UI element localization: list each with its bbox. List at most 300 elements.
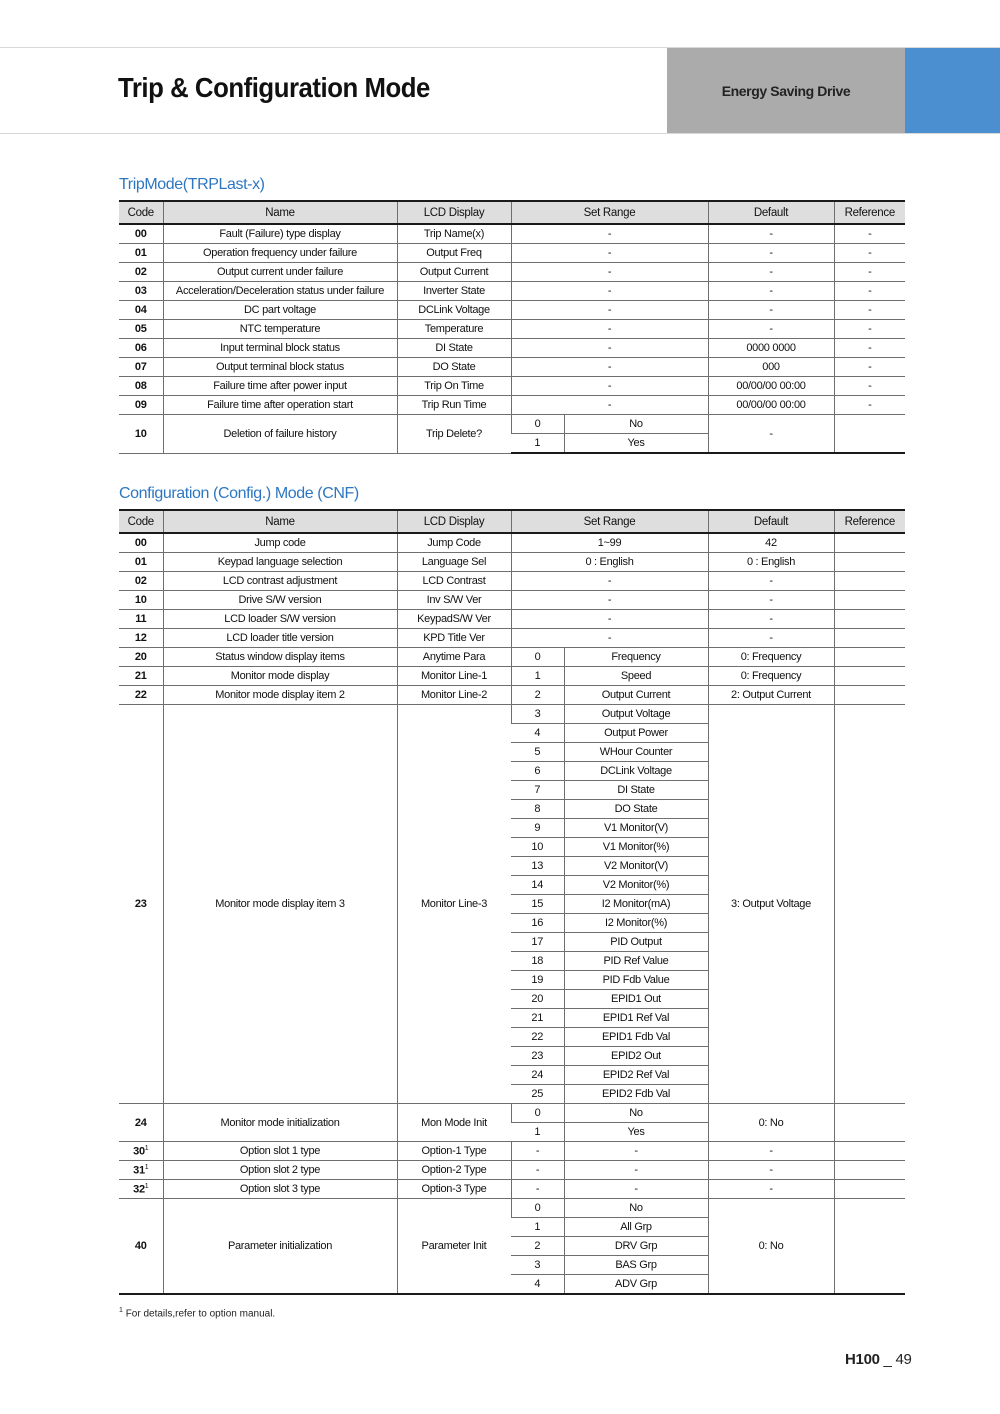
lcd-display-cell: Jump Code xyxy=(397,533,511,553)
name-cell: Option slot 2 type xyxy=(163,1161,397,1180)
table-row xyxy=(119,282,905,301)
option-label-cell: PID Ref Value xyxy=(564,952,708,971)
code-cell xyxy=(119,396,163,415)
code-cell xyxy=(119,629,163,648)
lcd-display-cell: LCD Contrast xyxy=(397,572,511,591)
reference-cell xyxy=(834,1104,905,1142)
option-label-cell: - xyxy=(564,1161,708,1180)
option-label-cell: Output Current xyxy=(564,686,708,705)
option-label-cell: DCLink Voltage xyxy=(564,762,708,781)
set-range-cell: - xyxy=(511,629,708,648)
code-cell xyxy=(119,1199,163,1295)
code-cell xyxy=(119,553,163,572)
lcd-display-cell: Option-1 Type xyxy=(397,1142,511,1161)
code-cell xyxy=(119,377,163,396)
code-value: 08 xyxy=(134,380,147,392)
reference-cell xyxy=(834,1180,905,1199)
name-cell: LCD loader S/W version xyxy=(163,610,397,629)
default-cell: - xyxy=(708,1161,834,1180)
table-row xyxy=(119,705,905,724)
reference-cell xyxy=(834,572,905,591)
reference-cell: - xyxy=(834,301,905,320)
lcd-display-cell: Temperature xyxy=(397,320,511,339)
lcd-display-cell: Output Freq xyxy=(397,244,511,263)
code-cell xyxy=(119,339,163,358)
option-number-cell: 7 xyxy=(511,781,564,800)
code-value: 09 xyxy=(134,399,147,411)
footnote-marker: 1 xyxy=(144,1144,149,1152)
lcd-display-cell: Output Current xyxy=(397,263,511,282)
lcd-display-cell: Inverter State xyxy=(397,282,511,301)
table-row xyxy=(119,339,905,358)
reference-cell: - xyxy=(834,244,905,263)
option-label-cell: Output Power xyxy=(564,724,708,743)
code-cell xyxy=(119,610,163,629)
lcd-display-cell: Monitor Line-2 xyxy=(397,686,511,705)
col-reference-header: Reference xyxy=(834,510,905,533)
option-number-cell: 21 xyxy=(511,1009,564,1028)
option-label-cell: V1 Monitor(V) xyxy=(564,819,708,838)
reference-cell xyxy=(834,1142,905,1161)
code-cell xyxy=(119,533,163,553)
set-range-cell: - xyxy=(511,282,708,301)
reference-cell xyxy=(834,1199,905,1295)
table-row xyxy=(119,415,905,434)
page-number-value: 49 xyxy=(895,1351,912,1368)
default-cell: 00/00/00 00:00 xyxy=(708,396,834,415)
name-cell: NTC temperature xyxy=(163,320,397,339)
table-row xyxy=(119,301,905,320)
default-cell: - xyxy=(708,610,834,629)
reference-cell: - xyxy=(834,358,905,377)
col-range-header: Set Range xyxy=(511,201,708,224)
set-range-cell: - xyxy=(511,244,708,263)
option-label-cell: DI State xyxy=(564,781,708,800)
code-cell xyxy=(119,301,163,320)
reference-cell xyxy=(834,648,905,667)
set-range-cell: 1~99 xyxy=(511,533,708,553)
set-range-cell: - xyxy=(511,224,708,244)
footnote-marker: 1 xyxy=(144,1163,149,1171)
default-cell: - xyxy=(708,320,834,339)
table-row xyxy=(119,629,905,648)
footnote-marker: 1 xyxy=(144,1182,149,1190)
option-number-cell: 23 xyxy=(511,1047,564,1066)
option-label-cell: V1 Monitor(%) xyxy=(564,838,708,857)
model-name: H100 xyxy=(845,1351,880,1368)
lcd-display-cell: Monitor Line-1 xyxy=(397,667,511,686)
code-value: 24 xyxy=(134,1116,147,1129)
option-label-cell: EPID2 Ref Val xyxy=(564,1066,708,1085)
option-label-cell: - xyxy=(564,1142,708,1161)
set-range-cell: - xyxy=(511,358,708,377)
option-label-cell: No xyxy=(564,1199,708,1218)
code-value: 22 xyxy=(134,689,147,701)
name-cell: Fault (Failure) type display xyxy=(163,224,397,244)
option-number-cell: 20 xyxy=(511,990,564,1009)
option-number-cell: 1 xyxy=(511,1123,564,1142)
code-value: 20 xyxy=(134,651,147,663)
option-label-cell: Frequency xyxy=(564,648,708,667)
option-label-cell: I2 Monitor(%) xyxy=(564,914,708,933)
code-value: 06 xyxy=(134,342,147,354)
table-row xyxy=(119,263,905,282)
default-cell: - xyxy=(708,224,834,244)
option-label-cell: EPID2 Fdb Val xyxy=(564,1085,708,1104)
option-number-cell: 5 xyxy=(511,743,564,762)
code-value: 02 xyxy=(134,266,147,278)
lcd-display-cell: KeypadS/W Ver xyxy=(397,610,511,629)
option-number-cell: - xyxy=(511,1180,564,1199)
col-code-header: Code xyxy=(119,510,163,533)
name-cell: Output current under failure xyxy=(163,263,397,282)
code-value: 04 xyxy=(134,304,147,316)
product-label-box xyxy=(667,48,905,133)
table-row xyxy=(119,572,905,591)
code-value: 07 xyxy=(134,361,147,373)
code-value: 03 xyxy=(134,285,147,297)
code-cell xyxy=(119,572,163,591)
name-cell: Operation frequency under failure xyxy=(163,244,397,263)
code-value: 23 xyxy=(134,898,147,910)
lcd-display-cell: DCLink Voltage xyxy=(397,301,511,320)
code-value: 11 xyxy=(135,613,147,625)
code-value: 10 xyxy=(134,594,147,606)
default-cell: - xyxy=(708,244,834,263)
table-row xyxy=(119,358,905,377)
code-cell xyxy=(119,1142,163,1161)
option-number-cell: 0 xyxy=(511,1104,564,1123)
option-label-cell: EPID1 Fdb Val xyxy=(564,1028,708,1047)
default-cell: - xyxy=(708,301,834,320)
default-cell: - xyxy=(708,1180,834,1199)
option-label-cell: DO State xyxy=(564,800,708,819)
lcd-display-cell: Option-3 Type xyxy=(397,1180,511,1199)
reference-cell: - xyxy=(834,263,905,282)
default-cell: 0: Frequency xyxy=(708,648,834,667)
option-label-cell: EPID1 Out xyxy=(564,990,708,1009)
lcd-display-cell: Option-2 Type xyxy=(397,1161,511,1180)
lcd-display-cell: Trip Delete? xyxy=(397,415,511,454)
default-cell: - xyxy=(708,591,834,610)
lcd-display-cell: DO State xyxy=(397,358,511,377)
option-label-cell: Speed xyxy=(564,667,708,686)
option-label-cell: No xyxy=(564,1104,708,1123)
code-cell xyxy=(119,591,163,610)
table-row xyxy=(119,377,905,396)
option-label-cell: All Grp xyxy=(564,1218,708,1237)
reference-cell xyxy=(834,1161,905,1180)
option-number-cell: 19 xyxy=(511,971,564,990)
table-row xyxy=(119,553,905,572)
code-value: 05 xyxy=(134,323,147,335)
reference-cell xyxy=(834,705,905,1104)
code-cell xyxy=(119,648,163,667)
col-lcd-header: LCD Display xyxy=(397,201,511,224)
table-row xyxy=(119,610,905,629)
set-range-cell: - xyxy=(511,377,708,396)
col-code-header: Code xyxy=(119,201,163,224)
option-label-cell: V2 Monitor(%) xyxy=(564,876,708,895)
table-row xyxy=(119,224,905,244)
page-title: Trip & Configuration Mode xyxy=(118,72,430,103)
option-number-cell: 10 xyxy=(511,838,564,857)
reference-cell xyxy=(834,415,905,454)
code-value: 02 xyxy=(134,575,147,587)
option-label-cell: No xyxy=(564,415,708,434)
set-range-cell: - xyxy=(511,263,708,282)
code-cell xyxy=(119,263,163,282)
code-cell xyxy=(119,1104,163,1142)
option-number-cell: 6 xyxy=(511,762,564,781)
lcd-display-cell: Trip Name(x) xyxy=(397,224,511,244)
name-cell: Option slot 3 type xyxy=(163,1180,397,1199)
set-range-cell: - xyxy=(511,396,708,415)
table-row xyxy=(119,320,905,339)
col-default-header: Default xyxy=(708,201,834,224)
name-cell: DC part voltage xyxy=(163,301,397,320)
reference-cell: - xyxy=(834,377,905,396)
set-range-cell: - xyxy=(511,301,708,320)
lcd-display-cell: Mon Mode Init xyxy=(397,1104,511,1142)
code-value: 32 xyxy=(133,1183,145,1196)
option-number-cell: 3 xyxy=(511,1256,564,1275)
option-label-cell: PID Output xyxy=(564,933,708,952)
default-cell: - xyxy=(708,1142,834,1161)
default-cell: - xyxy=(708,263,834,282)
table-header-row xyxy=(119,201,905,224)
reference-cell xyxy=(834,591,905,610)
footnote-text: For details,refer to option manual. xyxy=(125,1308,276,1320)
code-value: 10 xyxy=(134,427,147,440)
reference-cell xyxy=(834,629,905,648)
table-row xyxy=(119,1142,905,1161)
name-cell: Output terminal block status xyxy=(163,358,397,377)
option-number-cell: 14 xyxy=(511,876,564,895)
code-cell xyxy=(119,358,163,377)
code-cell xyxy=(119,1161,163,1180)
code-value: 30 xyxy=(133,1145,145,1158)
name-cell: Deletion of failure history xyxy=(163,415,397,454)
option-number-cell: 1 xyxy=(511,434,564,454)
option-label-cell: I2 Monitor(mA) xyxy=(564,895,708,914)
reference-cell: - xyxy=(834,339,905,358)
name-cell: Monitor mode display xyxy=(163,667,397,686)
lcd-display-cell: Language Sel xyxy=(397,553,511,572)
footnote xyxy=(119,1307,275,1319)
table-header-row xyxy=(119,510,905,533)
lcd-display-cell: DI State xyxy=(397,339,511,358)
trip-section-title: TripMode(TRPLast-x) xyxy=(119,176,265,193)
default-cell: - xyxy=(708,629,834,648)
option-label-cell: V2 Monitor(V) xyxy=(564,857,708,876)
option-label-cell: WHour Counter xyxy=(564,743,708,762)
lcd-display-cell: Parameter Init xyxy=(397,1199,511,1295)
reference-cell xyxy=(834,686,905,705)
default-cell: 42 xyxy=(708,533,834,553)
option-number-cell: 13 xyxy=(511,857,564,876)
table-row xyxy=(119,244,905,263)
set-range-cell: - xyxy=(511,572,708,591)
code-cell xyxy=(119,667,163,686)
reference-cell xyxy=(834,667,905,686)
option-number-cell: 4 xyxy=(511,1275,564,1295)
option-number-cell: 0 xyxy=(511,1199,564,1218)
name-cell: LCD contrast adjustment xyxy=(163,572,397,591)
name-cell: Monitor mode display item 2 xyxy=(163,686,397,705)
code-cell xyxy=(119,320,163,339)
code-cell xyxy=(119,1180,163,1199)
option-number-cell: - xyxy=(511,1142,564,1161)
reference-cell: - xyxy=(834,320,905,339)
header-rule xyxy=(0,133,1000,134)
code-value: 12 xyxy=(134,632,147,644)
table-row xyxy=(119,686,905,705)
option-number-cell: 4 xyxy=(511,724,564,743)
default-cell: 2: Output Current xyxy=(708,686,834,705)
option-label-cell: Yes xyxy=(564,1123,708,1142)
table-row xyxy=(119,667,905,686)
option-label-cell: DRV Grp xyxy=(564,1237,708,1256)
name-cell: Jump code xyxy=(163,533,397,553)
name-cell: Acceleration/Deceleration status under failure xyxy=(163,282,397,301)
name-cell: Status window display items xyxy=(163,648,397,667)
default-cell: - xyxy=(708,572,834,591)
col-name-header: Name xyxy=(163,510,397,533)
default-cell: 000 xyxy=(708,358,834,377)
option-label-cell: EPID2 Out xyxy=(564,1047,708,1066)
col-reference-header: Reference xyxy=(834,201,905,224)
option-label-cell: ADV Grp xyxy=(564,1275,708,1295)
option-number-cell: 0 xyxy=(511,415,564,434)
code-cell xyxy=(119,415,163,454)
name-cell: LCD loader title version xyxy=(163,629,397,648)
table-row xyxy=(119,648,905,667)
option-number-cell: 0 xyxy=(511,648,564,667)
default-cell: 3: Output Voltage xyxy=(708,705,834,1104)
name-cell: Failure time after operation start xyxy=(163,396,397,415)
default-cell: 0000 0000 xyxy=(708,339,834,358)
default-cell: 0: No xyxy=(708,1199,834,1295)
reference-cell: - xyxy=(834,224,905,244)
set-range-cell: - xyxy=(511,610,708,629)
page-separator: _ xyxy=(879,1351,896,1368)
table-row xyxy=(119,533,905,553)
config-mode-table xyxy=(119,509,905,1295)
name-cell: Failure time after power input xyxy=(163,377,397,396)
table-row xyxy=(119,1180,905,1199)
option-number-cell: 22 xyxy=(511,1028,564,1047)
accent-block xyxy=(905,48,1000,133)
default-cell: 00/00/00 00:00 xyxy=(708,377,834,396)
name-cell: Parameter initialization xyxy=(163,1199,397,1295)
trip-mode-table xyxy=(119,200,905,454)
col-default-header: Default xyxy=(708,510,834,533)
name-cell: Monitor mode initialization xyxy=(163,1104,397,1142)
code-value: 01 xyxy=(134,556,147,568)
set-range-cell: 0 : English xyxy=(511,553,708,572)
option-number-cell: 3 xyxy=(511,705,564,724)
lcd-display-cell: Trip Run Time xyxy=(397,396,511,415)
option-number-cell: 15 xyxy=(511,895,564,914)
default-cell: 0 : English xyxy=(708,553,834,572)
option-number-cell: 16 xyxy=(511,914,564,933)
lcd-display-cell: KPD Title Ver xyxy=(397,629,511,648)
reference-cell: - xyxy=(834,396,905,415)
page-number xyxy=(845,1351,912,1368)
lcd-display-cell: Trip On Time xyxy=(397,377,511,396)
option-number-cell: 1 xyxy=(511,667,564,686)
option-label-cell: Output Voltage xyxy=(564,705,708,724)
code-value: 01 xyxy=(134,247,147,259)
config-section-title: Configuration (Config.) Mode (CNF) xyxy=(119,485,359,502)
code-value: 00 xyxy=(134,228,147,240)
option-number-cell: 24 xyxy=(511,1066,564,1085)
set-range-cell: - xyxy=(511,339,708,358)
reference-cell xyxy=(834,533,905,553)
lcd-display-cell: Anytime Para xyxy=(397,648,511,667)
default-cell: 0: Frequency xyxy=(708,667,834,686)
code-cell xyxy=(119,686,163,705)
col-name-header: Name xyxy=(163,201,397,224)
lcd-display-cell: Monitor Line-3 xyxy=(397,705,511,1104)
option-label-cell: BAS Grp xyxy=(564,1256,708,1275)
code-value: 31 xyxy=(133,1164,145,1177)
name-cell: Option slot 1 type xyxy=(163,1142,397,1161)
table-row xyxy=(119,591,905,610)
name-cell: Keypad language selection xyxy=(163,553,397,572)
name-cell: Input terminal block status xyxy=(163,339,397,358)
option-label-cell: EPID1 Ref Val xyxy=(564,1009,708,1028)
option-number-cell: 18 xyxy=(511,952,564,971)
option-label-cell: PID Fdb Value xyxy=(564,971,708,990)
footnote-marker: 1 xyxy=(119,1307,123,1314)
option-number-cell: 1 xyxy=(511,1218,564,1237)
code-cell xyxy=(119,705,163,1104)
default-cell: 0: No xyxy=(708,1104,834,1142)
table-row xyxy=(119,1104,905,1123)
default-cell: - xyxy=(708,415,834,454)
product-label: Energy Saving Drive xyxy=(721,82,851,99)
name-cell: Monitor mode display item 3 xyxy=(163,705,397,1104)
code-value: 00 xyxy=(134,537,147,549)
table-row xyxy=(119,396,905,415)
code-value: 21 xyxy=(134,670,147,682)
lcd-display-cell: Inv S/W Ver xyxy=(397,591,511,610)
col-lcd-header: LCD Display xyxy=(397,510,511,533)
default-cell: - xyxy=(708,282,834,301)
reference-cell xyxy=(834,553,905,572)
set-range-cell: - xyxy=(511,591,708,610)
option-number-cell: 2 xyxy=(511,686,564,705)
code-cell xyxy=(119,282,163,301)
reference-cell xyxy=(834,610,905,629)
table-row xyxy=(119,1161,905,1180)
option-number-cell: 8 xyxy=(511,800,564,819)
code-cell xyxy=(119,224,163,244)
option-number-cell: 25 xyxy=(511,1085,564,1104)
option-number-cell: 9 xyxy=(511,819,564,838)
table-row xyxy=(119,1199,905,1218)
option-label-cell: Yes xyxy=(564,434,708,454)
col-range-header: Set Range xyxy=(511,510,708,533)
name-cell: Drive S/W version xyxy=(163,591,397,610)
code-value: 40 xyxy=(134,1240,147,1252)
set-range-cell: - xyxy=(511,320,708,339)
option-number-cell: 17 xyxy=(511,933,564,952)
option-number-cell: - xyxy=(511,1161,564,1180)
option-label-cell: - xyxy=(564,1180,708,1199)
